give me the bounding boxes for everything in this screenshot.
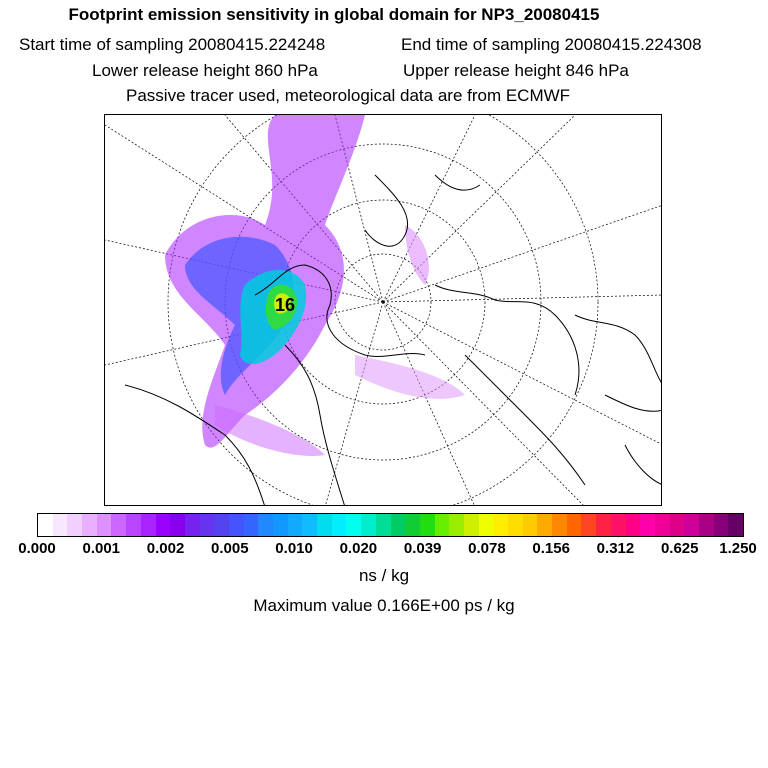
- colorbar-swatch: [596, 514, 611, 536]
- upper-release-height: Upper release height 846 hPa: [403, 61, 629, 80]
- colorbar-swatch: [361, 514, 376, 536]
- colorbar-tick-label: 0.001: [82, 540, 121, 557]
- colorbar-units: ns / kg: [358, 566, 410, 585]
- colorbar-tick-label: 0.039: [403, 540, 442, 557]
- colorbar-swatch: [126, 514, 141, 536]
- colorbar-swatch: [581, 514, 596, 536]
- colorbar-swatch: [420, 514, 435, 536]
- tracer-note: Passive tracer used, meteorological data are from ECMWF: [126, 86, 571, 105]
- colorbar-swatch: [317, 514, 332, 536]
- colorbar-swatch: [464, 514, 479, 536]
- colorbar-swatch: [97, 514, 112, 536]
- colorbar-tick-label: 0.010: [275, 540, 313, 557]
- colorbar-swatch: [655, 514, 670, 536]
- colorbar-swatch: [670, 514, 685, 536]
- colorbar-swatch: [38, 514, 53, 536]
- colorbar-swatch: [523, 514, 538, 536]
- colorbar-tick-label: 0.078: [468, 540, 506, 557]
- colorbar-swatch: [229, 514, 244, 536]
- colorbar-tick-label: 0.312: [596, 540, 635, 557]
- colorbar-swatch: [391, 514, 406, 536]
- colorbar-swatch: [170, 514, 185, 536]
- start-time-label: Start time of sampling 20080415.224248: [19, 35, 326, 54]
- colorbar-tick-label: 1.250: [719, 540, 757, 557]
- map-panel: [104, 114, 662, 506]
- colorbar-swatch: [493, 514, 508, 536]
- colorbar-swatch: [684, 514, 699, 536]
- page-title: Footprint emission sensitivity in global domain for NP3_20080415: [68, 5, 600, 24]
- colorbar-swatch: [728, 514, 743, 536]
- colorbar-swatch: [288, 514, 303, 536]
- footprint-map: [105, 115, 662, 506]
- colorbar-swatch: [449, 514, 464, 536]
- colorbar-tick-label: 0.156: [532, 540, 570, 557]
- colorbar-swatch: [82, 514, 97, 536]
- colorbar-swatch: [567, 514, 582, 536]
- colorbar-swatch: [376, 514, 391, 536]
- colorbar-swatch: [626, 514, 641, 536]
- colorbar-tick-label: 0.002: [146, 540, 185, 557]
- receptor-label: 16: [275, 295, 296, 315]
- colorbar-swatch: [699, 514, 714, 536]
- end-time-label: End time of sampling 20080415.224308: [401, 35, 702, 54]
- colorbar-tick-label: 0.625: [660, 540, 699, 557]
- colorbar-swatch: [67, 514, 82, 536]
- meridian-lines: [105, 115, 662, 506]
- colorbar-swatch: [258, 514, 273, 536]
- colorbar-swatch: [185, 514, 200, 536]
- colorbar-swatch: [435, 514, 450, 536]
- colorbar-swatch: [156, 514, 171, 536]
- colorbar-swatch: [479, 514, 494, 536]
- colorbar-tick-label: 0.000: [18, 540, 56, 557]
- colorbar: [37, 513, 744, 537]
- lower-release-height: Lower release height 860 hPa: [92, 61, 318, 80]
- colorbar-swatch: [537, 514, 552, 536]
- colorbar-swatch: [214, 514, 229, 536]
- colorbar-swatch: [346, 514, 361, 536]
- colorbar-tick-label: 0.005: [211, 540, 249, 557]
- colorbar-swatch: [200, 514, 215, 536]
- colorbar-swatch: [640, 514, 655, 536]
- colorbar-swatch: [508, 514, 523, 536]
- maximum-value-label: Maximum value 0.166E+00 ps / kg: [253, 596, 515, 615]
- colorbar-tick-label: 0.020: [339, 540, 378, 557]
- footprint-plume: [165, 115, 465, 456]
- colorbar-swatch: [332, 514, 347, 536]
- colorbar-swatch: [53, 514, 68, 536]
- colorbar-swatch: [405, 514, 420, 536]
- colorbar-swatch: [552, 514, 567, 536]
- colorbar-swatch: [273, 514, 288, 536]
- colorbar-swatch: [111, 514, 126, 536]
- colorbar-swatch: [611, 514, 626, 536]
- colorbar-swatch: [302, 514, 317, 536]
- colorbar-swatch: [244, 514, 259, 536]
- colorbar-swatch: [714, 514, 729, 536]
- colorbar-swatch: [141, 514, 156, 536]
